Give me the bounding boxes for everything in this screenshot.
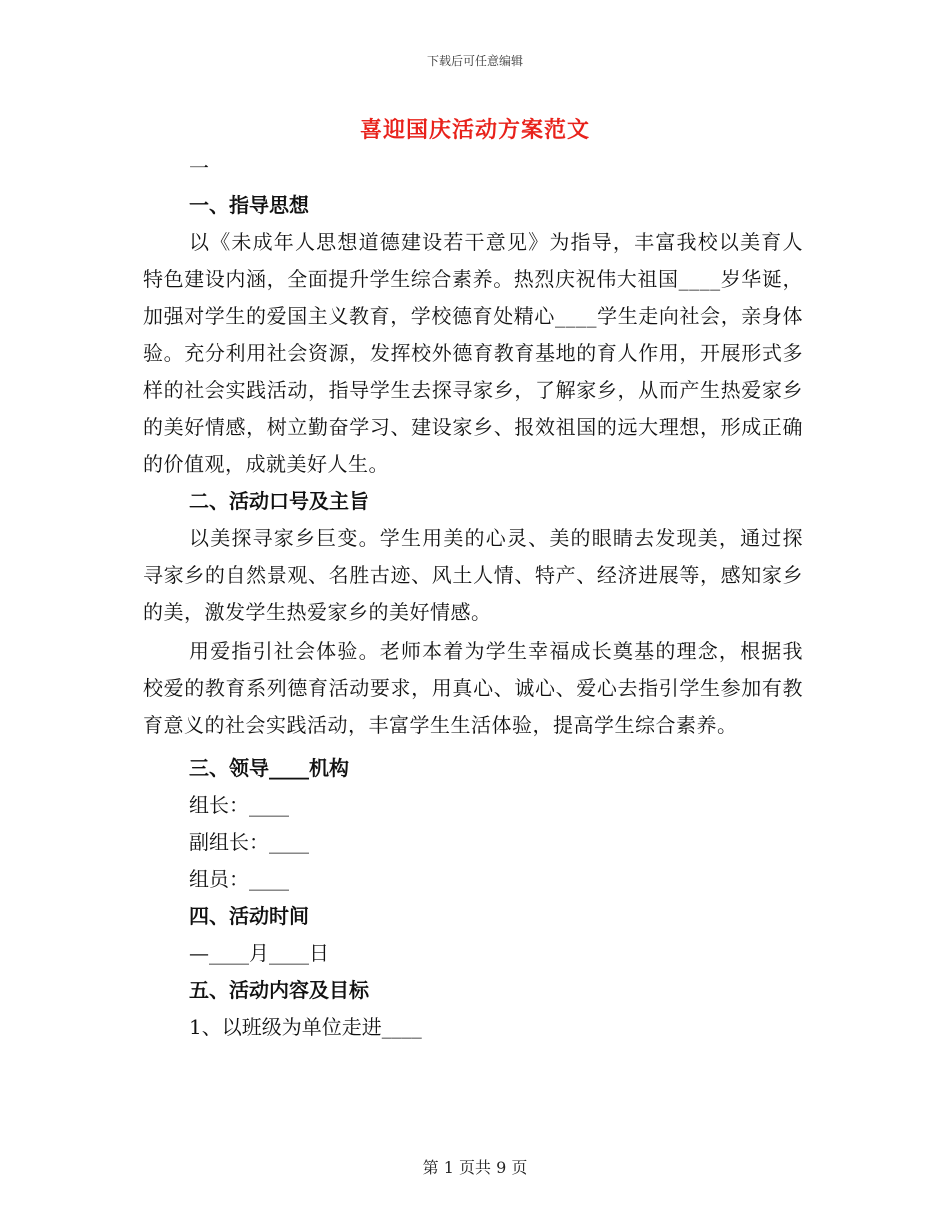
list-item-members: 组员：____: [189, 867, 289, 891]
list-item-leader: 组长：____: [189, 793, 289, 817]
list-item-deputy-leader: 副组长：____: [189, 830, 309, 854]
header-note: 下载后可任意编辑: [426, 54, 523, 68]
document-body: [143, 150, 803, 1046]
page-footer: 第 1 页共 9 页: [422, 1158, 528, 1177]
list-item-class-visit: 1、以班级为单位走进____: [189, 1015, 422, 1039]
section-heading-slogan: 二、活动口号及主旨: [189, 489, 369, 513]
section-heading-guiding-ideology: 一、指导思想: [189, 193, 309, 217]
section-heading-activity-time: 四、活动时间: [189, 904, 309, 928]
section-paragraph: 以《未成年人思想道德建设若干意见》为指导，丰富我校以美育人特色建设内涵，全面提升学生综合素养。热烈庆祝伟大祖国____岁华诞，加强对学生的爱国主义教育，学校德育处精心____学生走向社会，亲身体验。充分利用社会资源，发挥校外德育教育基地的育人作用，开展形式多样的社会实践活动，指导学生去探寻家乡，了解家乡，从而产生热爱家乡的美好情感，树立勤奋学习、建设家乡、报效祖国的远大理想，形成正确的价值观，成就美好人生。: [143, 230, 803, 476]
dash-line: 一: [189, 156, 209, 180]
section-paragraph: 用爱指引社会体验。老师本着为学生幸福成长奠基的理念，根据我校爱的教育系列德育活动要求，用真心、诚心、爱心去指引学生参加有教育意义的社会实践活动，丰富学生生活体验，提高学生综合素养。: [143, 639, 803, 737]
list-item-date: —____月____日: [189, 941, 329, 965]
section-paragraph: 以美探寻家乡巨变。学生用美的心灵、美的眼睛去发现美，通过探寻家乡的自然景观、名胜古迹、风土人情、特产、经济进展等，感知家乡的美，激发学生热爱家乡的美好情感。: [143, 526, 803, 624]
section-heading-organization: 三、领导____机构: [189, 756, 349, 780]
document-title: 喜迎国庆活动方案范文: [359, 117, 590, 143]
section-heading-content-goals: 五、活动内容及目标: [189, 978, 369, 1002]
